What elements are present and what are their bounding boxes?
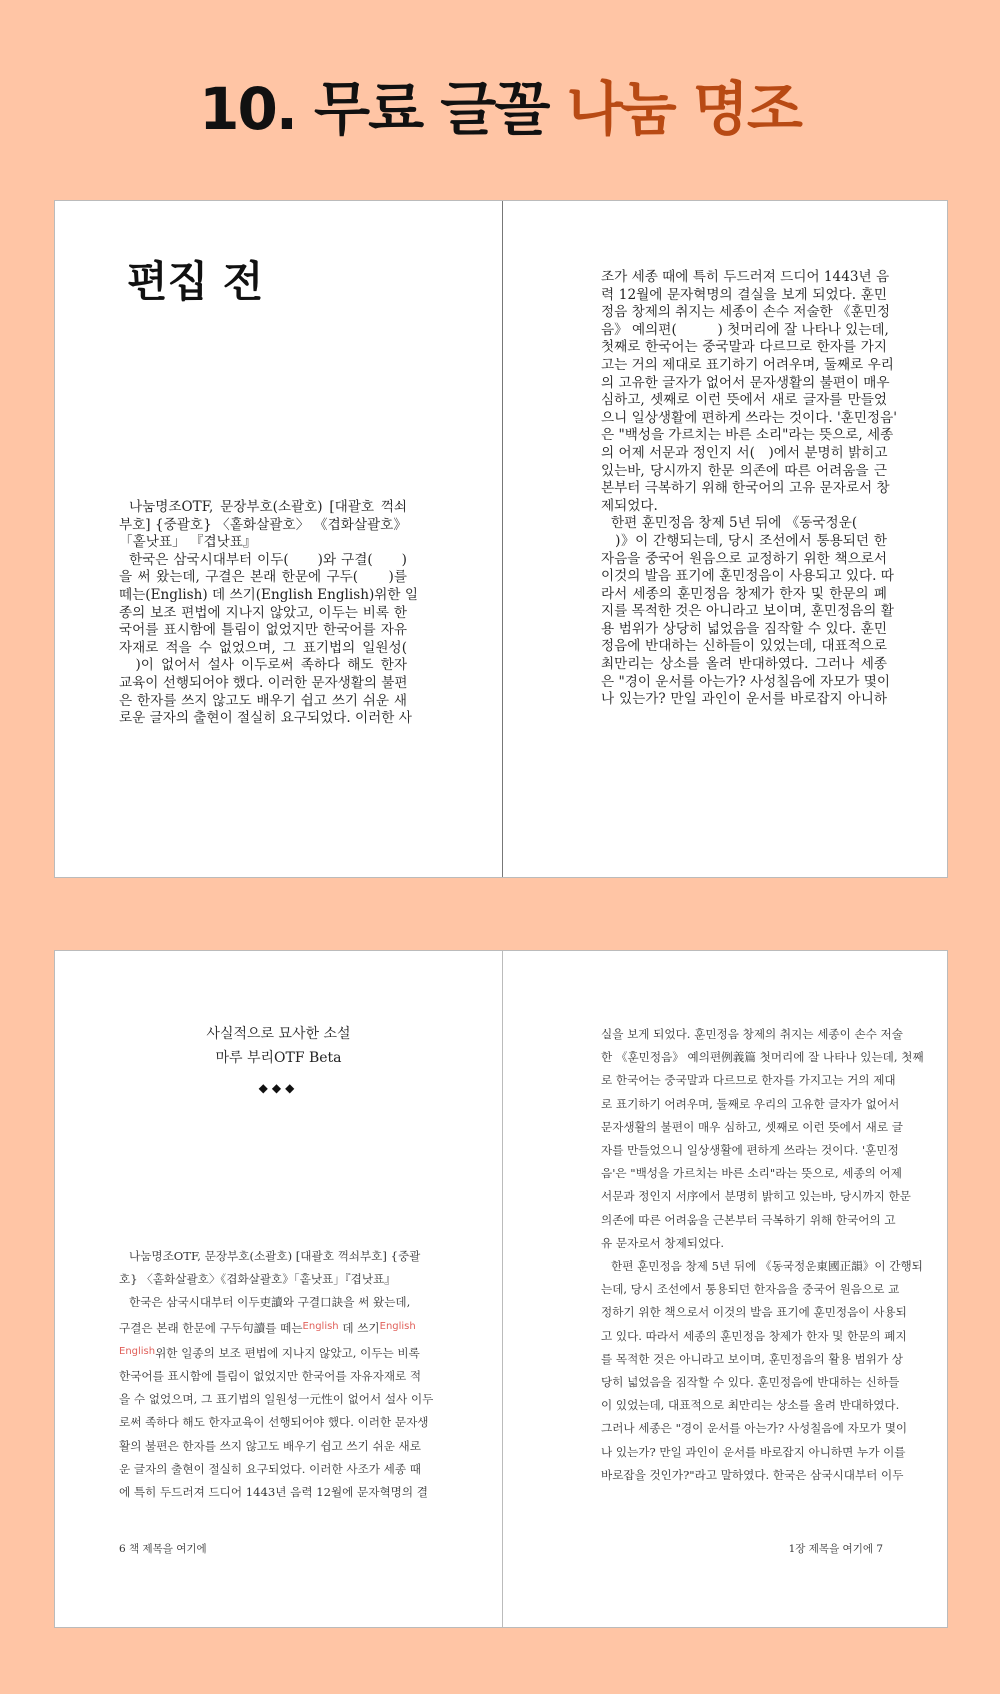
- text-line: 으니 일상생활에 편하게 쓰라는 것이다. '훈민정음': [601, 409, 898, 426]
- page-gutter: [502, 951, 503, 1627]
- text-line: 는데, 당시 조선에서 통용되던 한자음을 중국어 원음으로 교: [601, 1282, 900, 1297]
- text-line: 의 어제 서문과 정인지 서( )에서 분명히 밝히고: [601, 444, 888, 461]
- text-line: 최만리는 상소를 올려 반대하였다. 그러나 세종: [601, 656, 887, 673]
- text-line: 로운 글자의 출현이 절실히 요구되었다. 이러한 사: [119, 710, 412, 727]
- chapter-subtitle: 마루 부리OTF Beta: [215, 1050, 342, 1066]
- text-line: 지를 목적한 것은 아니라고 보이며, 훈민정음의 활: [601, 603, 894, 620]
- text-line: 떼는(English) 데 쓰기(English English)위한 일: [119, 586, 418, 603]
- text-line: 실을 보게 되었다. 훈민정음 창제의 취지는 세종이 손수 저술: [601, 1027, 903, 1041]
- text-line: 자를 만들었으니 일상생활에 편하게 쓰라는 것이다. '훈민정: [601, 1143, 899, 1158]
- text-segment: 데 쓰기: [338, 1320, 380, 1335]
- page-gutter: [502, 201, 503, 877]
- text-line: 자재로 적을 수 없었으며, 그 표기법의 일원성(: [119, 639, 407, 656]
- text-line: 교육이 선행되어야 했다. 이러한 문자생활의 불편: [119, 674, 408, 691]
- page-title: [0, 62, 1000, 146]
- text-line: 부호] {중괄호} 〈홑화살괄호〉 《겹화살괄호》: [119, 516, 407, 533]
- text-line: 종의 보조 편법에 지나지 않았고, 이두는 비록 한: [119, 604, 407, 621]
- text-line: 정음 창제의 취지는 세종이 손수 저술한 《훈민정: [601, 304, 891, 321]
- text-line: 그러나 세종은 "경이 운서를 아는가? 사성칠음에 자모가 몇이: [601, 1421, 908, 1436]
- text-line: 자음을 중국어 원음으로 교정하기 위한 책으로서: [601, 550, 887, 567]
- left-page-text: [119, 1245, 434, 1504]
- left-page-text: [119, 499, 418, 728]
- text-line: 「홑낫표」 『겹낫표』: [119, 534, 257, 551]
- spread-after-edit: [54, 950, 948, 1628]
- text-line: 은 "경이 운서를 아는가? 사성칠음에 자모가 몇이: [601, 673, 890, 690]
- text-line: 로써 족하다 해도 한자교육이 선행되어야 했다. 이러한 문자생: [119, 1415, 429, 1430]
- text-line: [119, 1340, 420, 1365]
- text-segment: 위한 일종의 보조 편법에 지나지 않았고, 이두는 비록: [155, 1345, 420, 1360]
- text-line: 한편 훈민정음 창제 5년 뒤에 《동국정운東國正韻》이 간행되: [611, 1259, 923, 1274]
- english-sample-text: English: [302, 1320, 339, 1332]
- text-line: 은 한자를 쓰지 않고도 배우기 쉽고 쓰기 쉬운 새: [119, 692, 407, 709]
- spread-before-edit: [54, 200, 948, 878]
- text-line: 이 있었는데, 대표적으로 최만리는 상소를 올려 반대하였다.: [601, 1398, 900, 1413]
- text-line: 나눔명조OTF, 문장부호(소괄호) [대괄호 꺽쇠부호] {중괄: [129, 1249, 421, 1263]
- text-line: 정하기 위한 책으로서 이것의 발음 표기에 훈민정음이 사용되: [601, 1305, 907, 1320]
- text-line: 의존에 따른 어려움을 근본부터 극복하기 위해 한국어의 고: [601, 1212, 896, 1227]
- text-line: 은 "백성을 가르치는 바른 소리"라는 뜻으로, 세종: [601, 427, 894, 444]
- footer-right: 1장 제목을 여기에 7: [788, 1543, 883, 1555]
- text-line: 활의 불편은 한자를 쓰지 않고도 배우기 쉽고 쓰기 쉬운 새로: [119, 1438, 421, 1453]
- text-line: 나 있는가? 만일 과인이 운서를 바로잡지 아니하: [601, 691, 887, 708]
- text-line: 나 있는가? 만일 과인이 운서를 바로잡지 아니하면 누가 이를: [601, 1444, 906, 1459]
- text-line: 있는바, 당시까지 한문 의존에 따른 어려움을 근: [601, 462, 887, 479]
- text-line: 한국어를 표시함에 틀림이 없었지만 한국어를 자유자재로 적: [119, 1369, 422, 1384]
- text-line: 한국은 삼국시대부터 이두( )와 구결( ): [129, 551, 407, 568]
- text-line: 를 목적한 것은 아니라고 보이며, 훈민정음의 활용 범위가 상: [601, 1351, 903, 1366]
- text-segment: 구결은 본래 한문에 구두句讀를 떼는: [119, 1320, 303, 1335]
- text-line: 을 수 없었으며, 그 표기법의 일원성一元性이 없어서 설사 이두: [119, 1392, 434, 1407]
- text-line: 에 특히 두드러져 드디어 1443년 음력 12월에 문자혁명의 결: [119, 1485, 428, 1500]
- text-line: 호} 〈홑화살괄호〉《겹화살괄호》「홑낫표」『겹낫표』: [119, 1272, 396, 1287]
- right-page-text: [601, 269, 898, 709]
- text-line: 심하고, 셋째로 이런 뜻에서 새로 글자를 만들었: [601, 392, 887, 409]
- text-line: 라서 세종의 훈민정음 창제가 한자 및 한문의 폐: [601, 585, 887, 602]
- text-line: 고는 거의 제대로 표기하기 어려우며, 둘째로 우리: [601, 356, 894, 373]
- text-line: 음'은 "백성을 가르치는 바른 소리"라는 뜻으로, 세종의 어제: [601, 1166, 902, 1181]
- text-line: 첫째로 한국어는 중국말과 다르므로 한자를 가지: [601, 339, 887, 356]
- text-line: 한 《훈민정음》 예의편例義篇 첫머리에 잘 나타나 있는데, 첫째: [601, 1050, 924, 1065]
- text-line: 고 있다. 따라서 세종의 훈민정음 창제가 한자 및 한문의 폐지: [601, 1328, 907, 1343]
- text-line: 나눔명조OTF, 문장부호(소괄호) [대괄호 꺽쇠: [129, 499, 407, 515]
- text-line: 당히 넓었음을 짐작할 수 있다. 훈민정음에 반대하는 신하들: [601, 1375, 900, 1390]
- title-highlight: 나눔 명조: [566, 75, 801, 143]
- text-line: )》이 간행되는데, 당시 조선에서 통용되던 한: [601, 532, 887, 549]
- text-line: 문자생활의 불편이 매우 심하고, 셋째로 이런 뜻에서 새로 글: [601, 1119, 903, 1134]
- english-sample-text: English: [119, 1345, 156, 1357]
- footer-left: 6 책 제목을 여기에: [119, 1543, 207, 1555]
- title-prefix: 10. 무료 글꼴: [199, 75, 549, 143]
- text-line: )이 없어서 설사 이두로써 족하다 해도 한자: [119, 657, 407, 674]
- english-sample-text: English: [379, 1320, 416, 1332]
- text-line: 한국은 삼국시대부터 이두吏讀와 구결口訣을 써 왔는데,: [129, 1295, 411, 1310]
- text-line: 한편 훈민정음 창제 5년 뒤에 《동국정운(: [611, 515, 858, 532]
- text-line: [119, 1315, 416, 1340]
- text-line: 력 12월에 문자혁명의 결실을 보게 되었다. 훈민: [601, 286, 887, 303]
- text-line: 제되었다.: [601, 497, 658, 514]
- text-line: 의 고유한 글자가 없어서 문자생활의 불편이 매우: [601, 374, 890, 391]
- text-line: 음》 예의편( ) 첫머리에 잘 나타나 있는데,: [601, 321, 889, 338]
- text-line: 국어를 표시함에 틀림이 없었지만 한국어를 자유: [119, 622, 407, 639]
- text-line: 운 글자의 출현이 절실히 요구되었다. 이러한 사조가 세종 때: [119, 1461, 421, 1476]
- text-line: 로 표기하기 어려우며, 둘째로 우리의 고유한 글자가 없어서: [601, 1096, 900, 1111]
- text-line: 서문과 정인지 서序에서 분명히 밝히고 있는바, 당시까지 한문: [601, 1189, 911, 1204]
- before-edit-label: 편집 전: [127, 257, 264, 306]
- text-line: 정음에 반대하는 신하들이 있었는데, 대표적으로: [601, 638, 887, 655]
- text-line: 조가 세종 때에 특히 두드러져 드디어 1443년 음: [601, 269, 890, 285]
- text-line: 바로잡을 것인가?"라고 말하였다. 한국은 삼국시대부터 이두: [601, 1467, 904, 1482]
- text-line: 이것의 발음 표기에 훈민정음이 사용되고 있다. 따: [601, 568, 894, 585]
- text-line: 을 써 왔는데, 구결은 본래 한문에 구두( )를: [119, 569, 407, 586]
- text-line: 용 범위가 상당히 넓었음을 짐작할 수 있다. 훈민: [601, 620, 887, 637]
- text-line: 본부터 극복하기 위해 한국어의 고유 문자로서 창: [601, 480, 890, 497]
- right-page-text: [601, 1023, 924, 1487]
- diamond-ornament-icon: ◆◆◆: [258, 1081, 299, 1095]
- chapter-title: 사실적으로 묘사한 소설: [206, 1026, 351, 1042]
- text-line: 유 문자로서 창제되었다.: [601, 1235, 725, 1250]
- text-line: 로 한국어는 중국말과 다르므로 한자를 가지고는 거의 제대: [601, 1073, 896, 1088]
